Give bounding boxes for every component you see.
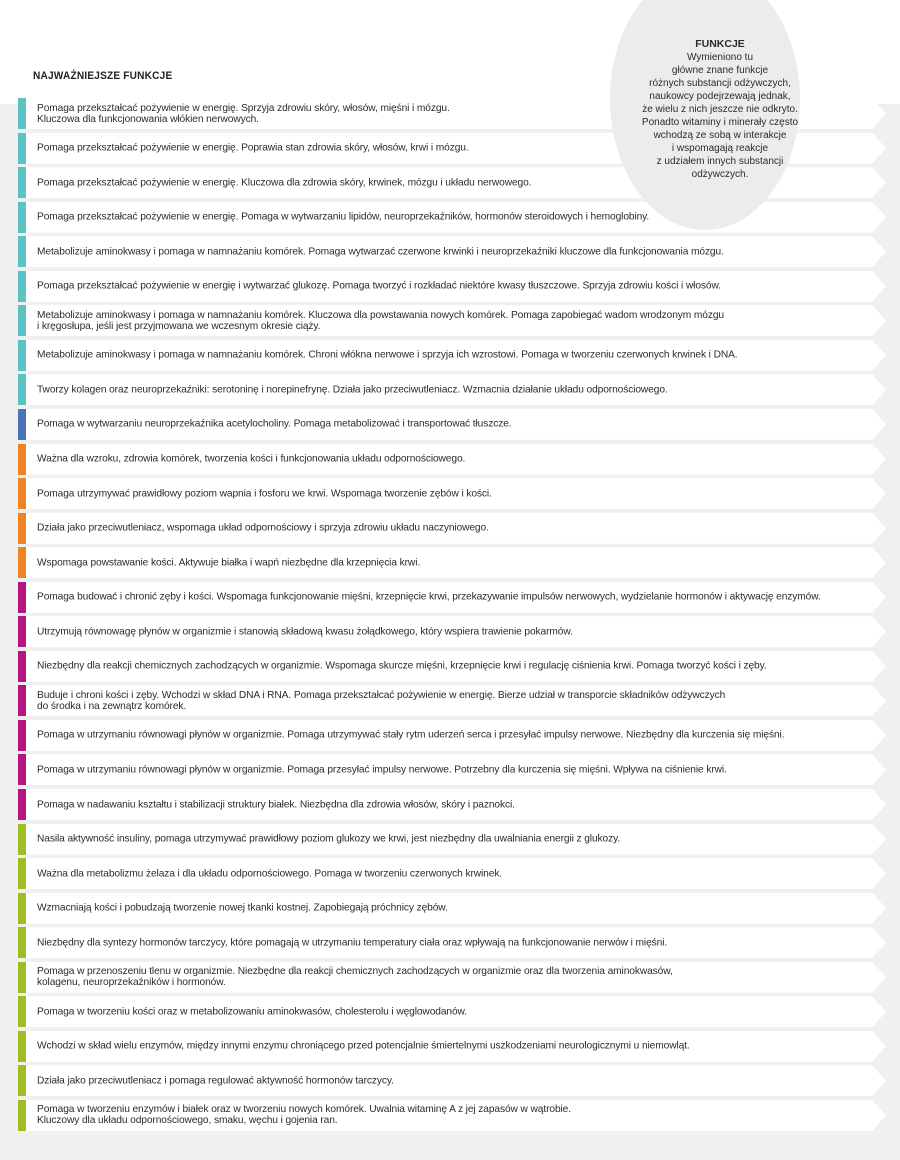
function-description: [37, 730, 846, 741]
category-color-bar: [18, 513, 26, 544]
category-color-bar: [18, 1100, 26, 1131]
function-description: [37, 454, 846, 465]
info-line: różnych substancji odżywczych,: [649, 78, 791, 89]
function-description: [37, 281, 846, 292]
description-line: Metabolizuje aminokwasy i pomaga w namnażaniu komórek. Pomaga wytwarzać czerwone krwinki i neuroprzekaźniki kluczowe dla funkcjonowania mózgu.: [37, 246, 724, 258]
info-line: i wspomagają reakcje: [671, 143, 769, 154]
category-color-bar: [18, 236, 26, 267]
function-description: [37, 834, 846, 845]
description-line: Pomaga w utrzymaniu równowagi płynów w organizmie. Pomaga przesyłać impulsy nerwowe. Potrzebny dla kurczenia się mięśni. Wpływa na ciśnienie krwi.: [37, 764, 727, 776]
function-description: [37, 384, 846, 395]
description-line: Niezbędny dla syntezy hormonów tarczycy, które pomagają w utrzymaniu temperatury ciała oraz wpływają na funkcjonowanie nerwów i mięśni.: [37, 937, 668, 949]
function-row: [18, 478, 886, 509]
function-description: [37, 937, 846, 948]
function-row: [18, 754, 886, 785]
category-color-bar: [18, 996, 26, 1027]
function-row: [18, 236, 886, 267]
description-line: Wzmacniają kości i pobudzają tworzenie nowej tkanki kostnej. Zapobiegają próchnicy zębów.: [37, 902, 448, 914]
function-description: [37, 661, 846, 672]
function-row: [18, 996, 886, 1027]
description-line: Utrzymują równowagę płynów w organizmie i stanowią składową kwasu żołądkowego, który wspiera trawienie pokarmów.: [37, 626, 573, 638]
category-color-bar: [18, 98, 26, 129]
description-line: Pomaga w utrzymaniu równowagi płynów w organizmie. Pomaga utrzymywać stały rytm uderzeń serca i przesyłać impulsy nerwowe. Niezbędny dla kurczenia się mięśni.: [37, 729, 785, 741]
info-line: główne znane funkcje: [671, 65, 769, 76]
function-description: [37, 690, 846, 712]
category-color-bar: [18, 1031, 26, 1062]
description-line: Metabolizuje aminokwasy i pomaga w namnażaniu komórek. Chroni włókna nerwowe i sprzyja ich wzrostowi. Pomaga w tworzeniu czerwonych krwinek i DNA.: [37, 349, 738, 361]
category-color-bar: [18, 409, 26, 440]
category-color-bar: [18, 444, 26, 475]
category-color-bar: [18, 685, 26, 716]
function-row: [18, 1100, 886, 1131]
function-row: [18, 1031, 886, 1062]
function-row: [18, 651, 886, 682]
category-color-bar: [18, 547, 26, 578]
function-description: [37, 523, 846, 534]
category-color-bar: [18, 271, 26, 302]
description-line: Wchodzi w skład wielu enzymów, między innymi enzymu chroniącego przed potencjalnie śmiertelnymi uszkodzeniami neurologicznymi u niemowląt.: [37, 1040, 690, 1052]
function-row: [18, 547, 886, 578]
category-color-bar: [18, 824, 26, 855]
function-description: [37, 1104, 846, 1126]
info-line: że wielu z nich jeszcze nie odkryto.: [642, 104, 798, 115]
function-description: [37, 764, 846, 775]
info-line: naukowcy podejrzewają jednak,: [649, 91, 791, 102]
description-line: Działa jako przeciwutleniacz, wspomaga układ odpornościowy i sprzyja zdrowiu układu naczyniowego.: [37, 522, 489, 534]
function-row: [18, 1065, 886, 1096]
description-line: Pomaga przekształcać pożywienie w energię. Poprawia stan zdrowia skóry, włosów, krwi i mózgu.: [37, 142, 469, 154]
description-line: Metabolizuje aminokwasy i pomaga w namnażaniu komórek. Kluczowa dla powstawania nowych komórek. Pomaga zapobiegać wadom wrodzonym mózgu: [37, 309, 724, 321]
category-color-bar: [18, 202, 26, 233]
description-line: Pomaga w wytwarzaniu neuroprzekaźnika acetylocholiny. Pomaga metabolizować i transportować tłuszcze.: [37, 418, 512, 430]
info-line: Ponadto witaminy i minerały często: [641, 117, 799, 128]
page-title: NAJWAŻNIEJSZE FUNKCJE: [33, 70, 173, 82]
description-line: Ważna dla wzroku, zdrowia komórek, tworzenia kości i funkcjonowania układu odpornościowego.: [37, 453, 466, 465]
category-color-bar: [18, 858, 26, 889]
category-color-bar: [18, 962, 26, 993]
description-line: Pomaga w przenoszeniu tlenu w organizmie. Niezbędne dla reakcji chemicznych zachodzących w organizmie oraz dla tworzenia aminokwasów,: [37, 966, 673, 978]
description-line: Kluczowa dla funkcjonowania włókien nerwowych.: [37, 113, 259, 125]
function-description: [37, 903, 846, 914]
function-description: [37, 1075, 846, 1086]
function-row: [18, 720, 886, 751]
category-color-bar: [18, 305, 26, 336]
function-row: [18, 582, 886, 613]
description-line: Ważna dla metabolizmu żelaza i dla układu odpornościowego. Pomaga w tworzeniu czerwonych krwinek.: [37, 868, 503, 880]
function-description: [37, 1041, 846, 1052]
function-description: [37, 557, 846, 568]
category-color-bar: [18, 893, 26, 924]
info-line: z udziałem innych substancji: [656, 156, 784, 167]
function-row: [18, 685, 886, 716]
description-line: Pomaga budować i chronić zęby i kości. Wspomaga funkcjonowanie mięśni, krzepnięcie krwi, przekazywanie impulsów nerwowych, wydzielanie hormonów i aktywację enzymów.: [37, 591, 821, 603]
function-description: [37, 246, 846, 257]
description-line: Pomaga przekształcać pożywienie w energię. Pomaga w wytwarzaniu lipidów, neuroprzekaźników, hormonów steroidowych i hemoglobiny.: [37, 211, 650, 223]
description-line: Pomaga w tworzeniu kości oraz w metabolizowaniu aminokwasów, cholesterolu i węglowodanów.: [37, 1006, 467, 1018]
description-line: Buduje i chroni kości i zęby. Wchodzi w skład DNA i RNA. Pomaga przekształcać pożywienie w energię. Bierze udział w transporcie składników odżywczych: [37, 689, 726, 701]
function-row: [18, 409, 886, 440]
function-row: [18, 616, 886, 647]
description-line: Pomaga przekształcać pożywienie w energię. Sprzyja zdrowiu skóry, włosów, mięśni i mózgu.: [37, 102, 450, 114]
function-description: [37, 799, 846, 810]
function-description: [37, 626, 846, 637]
description-line: Działa jako przeciwutleniacz i pomaga regulować aktywność hormonów tarczycy.: [37, 1075, 394, 1087]
function-row: [18, 824, 886, 855]
function-row: [18, 444, 886, 475]
info-text-block: [620, 38, 820, 181]
description-line: Nasila aktywność insuliny, pomaga utrzymywać prawidłowy poziom glukozy we krwi, jest niezbędny dla uwalniania energii z glukozy.: [37, 833, 621, 845]
category-color-bar: [18, 651, 26, 682]
function-description: [37, 488, 846, 499]
description-line: Wspomaga powstawanie kości. Aktywuje białka i wapń niezbędne dla krzepnięcia krwi.: [37, 557, 421, 569]
description-line: Niezbędny dla reakcji chemicznych zachodzących w organizmie. Wspomaga skurcze mięśni, krzepnięcie krwi i regulację ciśnienia krwi. Pomaga tworzyć kości i zęby.: [37, 660, 767, 672]
function-description: [37, 419, 846, 430]
function-description: [37, 868, 846, 879]
category-color-bar: [18, 374, 26, 405]
function-description: [37, 310, 846, 332]
description-line: kolagenu, neuroprzekaźników i hormonów.: [37, 977, 226, 989]
description-line: Pomaga w tworzeniu enzymów i białek oraz w tworzeniu nowych komórek. Uwalnia witaminę A z jej zapasów w wątrobie.: [37, 1104, 571, 1116]
function-description: [37, 350, 846, 361]
category-color-bar: [18, 789, 26, 820]
category-color-bar: [18, 340, 26, 371]
category-color-bar: [18, 167, 26, 198]
function-row: [18, 858, 886, 889]
function-row: [18, 962, 886, 993]
function-row: [18, 340, 886, 371]
function-row: [18, 927, 886, 958]
function-row: [18, 305, 886, 336]
info-title: FUNKCJE: [695, 38, 745, 50]
category-color-bar: [18, 754, 26, 785]
description-line: Kluczowy dla układu odpornościowego, smaku, węchu i gojenia ran.: [37, 1115, 338, 1127]
category-color-bar: [18, 133, 26, 164]
function-row: [18, 893, 886, 924]
description-line: do środka i na zewnątrz komórek.: [37, 700, 187, 712]
function-description: [37, 592, 846, 603]
description-line: Tworzy kolagen oraz neuroprzekaźniki: serotoninę i norepinefrynę. Działa jako przeciwutleniacz. Wzmacnia działanie układu odpornościowego.: [37, 384, 668, 396]
description-line: Pomaga przekształcać pożywienie w energię. Kluczowa dla zdrowia skóry, krwinek, mózgu i układu nerwowego.: [37, 177, 532, 189]
description-line: Pomaga utrzymywać prawidłowy poziom wapnia i fosforu we krwi. Wspomaga tworzenie zębów i kości.: [37, 488, 492, 499]
function-row: [18, 374, 886, 405]
description-line: Pomaga przekształcać pożywienie w energię i wytwarzać glukozę. Pomaga tworzyć i rozkładać niektóre kwasy tłuszczowe. Sprzyja zdrowiu kości i włosów.: [37, 280, 721, 292]
description-line: Pomaga w nadawaniu kształtu i stabilizacji struktury białek. Niezbędna dla zdrowia włosów, skóry i paznokci.: [37, 799, 515, 810]
category-color-bar: [18, 616, 26, 647]
function-description: [37, 1006, 846, 1017]
function-description: [37, 966, 846, 988]
function-row: [18, 271, 886, 302]
function-row: [18, 789, 886, 820]
function-row: [18, 513, 886, 544]
info-line: Wymieniono tu: [686, 52, 754, 63]
category-color-bar: [18, 927, 26, 958]
category-color-bar: [18, 582, 26, 613]
category-color-bar: [18, 478, 26, 509]
category-color-bar: [18, 720, 26, 751]
category-color-bar: [18, 1065, 26, 1096]
description-line: i kręgosłupa, jeśli jest przyjmowana we wczesnym okresie ciąży.: [37, 320, 321, 332]
info-line: odżywczych.: [691, 169, 749, 180]
info-line: wchodzą ze sobą w interakcje: [653, 130, 787, 141]
